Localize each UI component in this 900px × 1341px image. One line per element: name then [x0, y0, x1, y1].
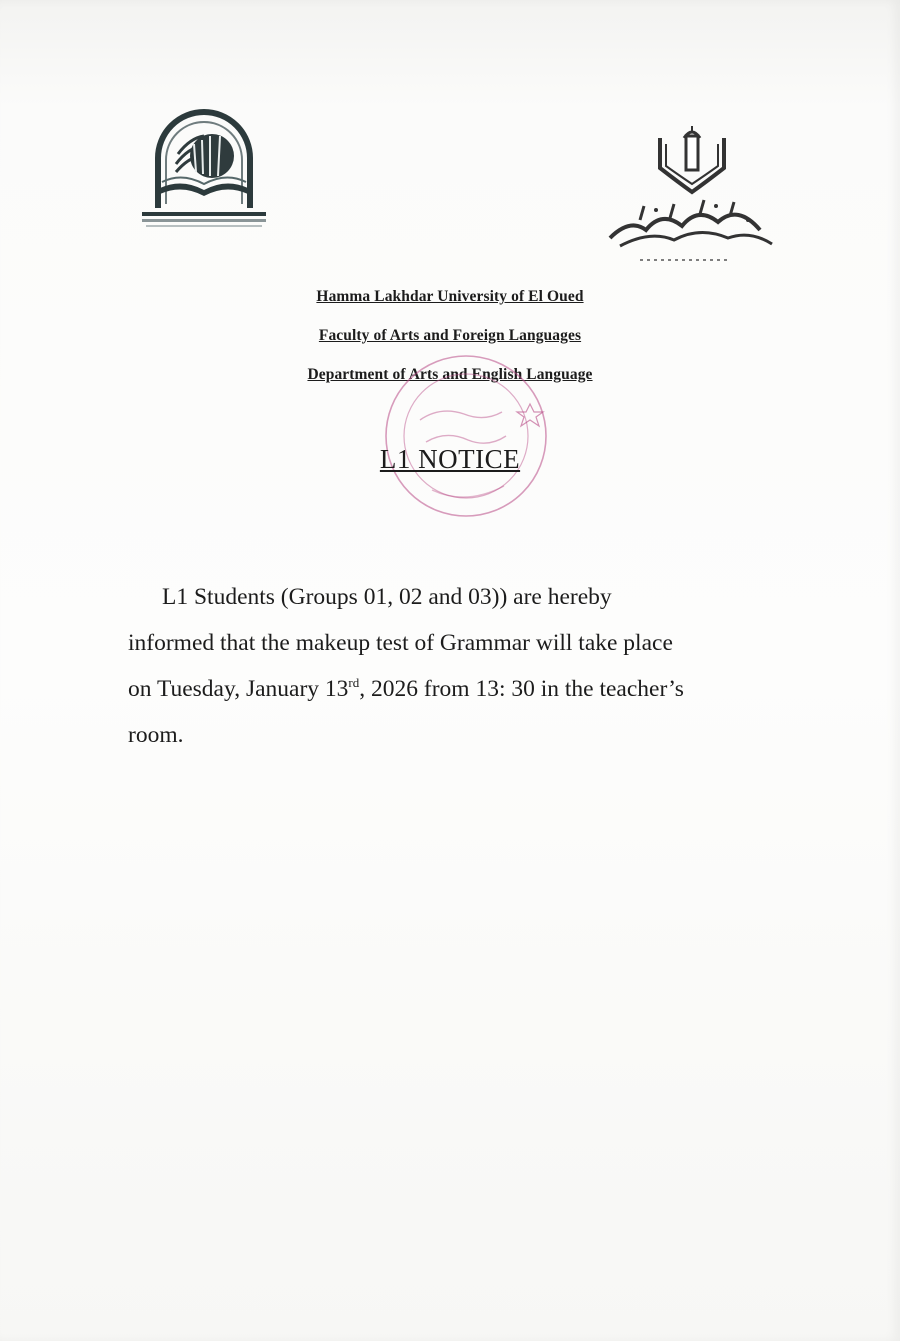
time-place-text: , 2026 from 13: 30 in the teacher’s [359, 676, 684, 702]
notice-line-2: informed that the makeup test of Grammar will take place [128, 630, 673, 656]
notice-title: L1 NOTICE [379, 444, 521, 474]
department-name: Department of Arts and English Language [307, 366, 593, 383]
faculty-logo-icon [600, 126, 780, 268]
university-name: Hamma Lakhdar University of El Oued [316, 288, 584, 305]
date-text: on Tuesday, January 13 [128, 676, 349, 702]
notice-body [128, 574, 788, 758]
notice-line-4: room. [128, 722, 184, 748]
faculty-name: Faculty of Arts and Foreign Languages [318, 327, 582, 344]
date-ordinal: rd [348, 675, 360, 691]
notice-line-1: L1 Students (Groups 01, 02 and 03)) are hereby [162, 584, 612, 610]
university-logo-icon [140, 108, 268, 230]
notice-line-3 [128, 666, 788, 712]
